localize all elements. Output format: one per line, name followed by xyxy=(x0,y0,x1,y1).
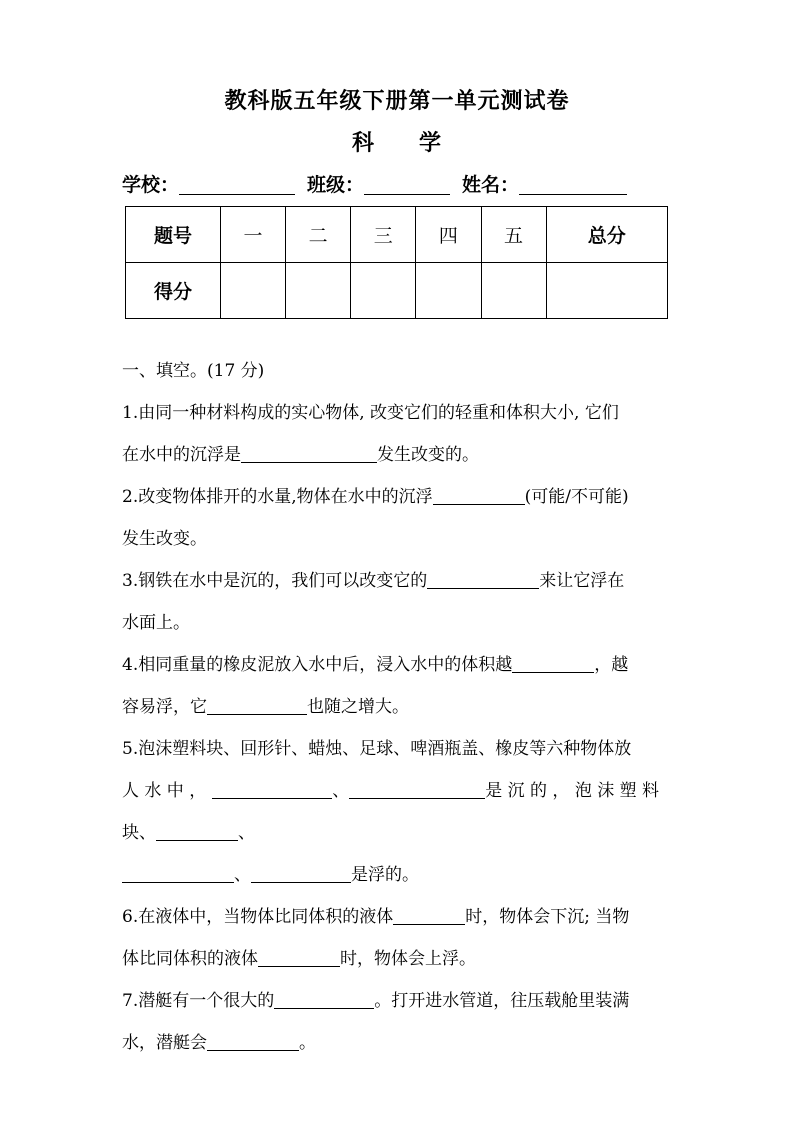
class-blank[interactable] xyxy=(364,174,450,195)
score-cell-3[interactable] xyxy=(351,263,416,319)
q1-line-1: 1.由同一种材料构成的实心物体, 改变它们的轻重和体积大小, 它们 xyxy=(122,403,619,423)
q5-text-d: 块、 xyxy=(122,823,156,843)
q6-line-1 xyxy=(122,902,629,927)
q3-text-a: 3.钢铁在水中是沉的，我们可以改变它的 xyxy=(122,571,428,591)
header-cell-2: 二 xyxy=(286,207,351,263)
q5-text-f: 、 xyxy=(234,865,251,885)
q5-blank-5[interactable] xyxy=(251,864,351,883)
student-info-line xyxy=(122,170,627,197)
school-label: 学校： xyxy=(122,174,180,196)
q7-blank-2[interactable] xyxy=(207,1032,299,1051)
subject-char-1: 科 xyxy=(351,130,375,156)
q5-text-a: 人 水 中 ， xyxy=(122,781,207,801)
q5-text-g: 是浮的。 xyxy=(351,865,419,885)
subject-title xyxy=(0,126,794,157)
q6-blank-1[interactable] xyxy=(393,906,465,925)
header-cell-number: 题号 xyxy=(126,207,221,263)
q5-blank-2[interactable] xyxy=(349,780,485,799)
score-row-label: 得分 xyxy=(126,263,221,319)
q5-line-3 xyxy=(122,818,255,843)
q6-text-d: 时，物体会上浮。 xyxy=(340,949,476,969)
q5-blank-1[interactable] xyxy=(212,780,332,799)
q1-text-b: 发生改变的。 xyxy=(377,445,479,465)
q3-line-2: 水面上。 xyxy=(122,613,190,633)
q7-text-d: 。 xyxy=(299,1033,316,1053)
score-table xyxy=(125,206,668,319)
q6-text-a: 6.在液体中，当物体比同体积的液体 xyxy=(122,907,394,927)
q1-line-2 xyxy=(122,440,479,465)
q6-text-b: 时，物体会下沉; 当物 xyxy=(465,907,630,927)
school-blank[interactable] xyxy=(179,174,295,195)
score-cell-1[interactable] xyxy=(221,263,286,319)
q2-line-2: 发生改变。 xyxy=(122,529,207,549)
q5-blank-3[interactable] xyxy=(156,822,238,841)
q4-text-b: ，越 xyxy=(594,655,629,675)
score-cell-2[interactable] xyxy=(286,263,351,319)
q5-line-1: 5.泡沫塑料块、回形针、蜡烛、足球、啤酒瓶盖、橡皮等六种物体放 xyxy=(122,739,632,759)
q4-blank-2[interactable] xyxy=(207,696,307,715)
q4-text-a: 4.相同重量的橡皮泥放入水中后，浸入水中的体积越 xyxy=(122,655,513,675)
class-label: 班级： xyxy=(307,174,365,196)
q4-line-2 xyxy=(122,692,409,717)
q5-line-4 xyxy=(122,860,419,885)
q5-line-2 xyxy=(122,776,659,801)
q1-blank[interactable] xyxy=(241,444,377,463)
score-table-score-row xyxy=(126,263,668,319)
score-cell-5[interactable] xyxy=(481,263,546,319)
q1-text-a: 在水中的沉浮是 xyxy=(122,445,241,465)
q5-blank-4[interactable] xyxy=(122,864,234,883)
name-label: 姓名： xyxy=(462,174,520,196)
header-cell-5: 五 xyxy=(481,207,546,263)
name-blank[interactable] xyxy=(519,174,627,195)
q3-line-1 xyxy=(122,566,624,591)
header-cell-1: 一 xyxy=(221,207,286,263)
q2-blank[interactable] xyxy=(433,486,525,505)
section-heading: 一、填空。(17 分) xyxy=(122,361,265,381)
score-cell-total[interactable] xyxy=(546,263,667,319)
q7-line-2 xyxy=(122,1028,316,1053)
q5-text-b: 、 xyxy=(332,781,350,801)
q3-blank[interactable] xyxy=(427,570,539,589)
q2-text-a: 2.改变物体排开的水量,物体在水中的沉浮 xyxy=(122,487,433,507)
q2-line-1 xyxy=(122,482,629,507)
header-cell-4: 四 xyxy=(416,207,481,263)
q7-text-b: 。打开进水管道，往压载舱里装满 xyxy=(374,991,630,1011)
header-cell-total: 总分 xyxy=(546,207,667,263)
q6-line-2 xyxy=(122,944,476,969)
document-title: 教科版五年级下册第一单元测试卷 xyxy=(224,88,570,114)
q4-text-c: 容易浮，它 xyxy=(122,697,207,717)
q2-text-b: (可能/不可能) xyxy=(524,487,629,507)
q4-text-d: 也随之增大。 xyxy=(307,697,409,717)
subject-char-2: 学 xyxy=(419,130,443,156)
q5-text-c: 是 沉 的 ， 泡 沫 塑 料 xyxy=(485,781,660,801)
score-cell-4[interactable] xyxy=(416,263,481,319)
q5-text-e: 、 xyxy=(238,823,255,843)
q7-text-c: 水，潜艇会 xyxy=(122,1033,207,1053)
q7-blank-1[interactable] xyxy=(274,990,374,1009)
q4-blank-1[interactable] xyxy=(512,654,594,673)
score-table-header-row xyxy=(126,207,668,263)
q6-blank-2[interactable] xyxy=(258,948,340,967)
q6-text-c: 体比同体积的液体 xyxy=(122,949,258,969)
q3-text-b: 来让它浮在 xyxy=(539,571,625,591)
q7-text-a: 7.潜艇有一个很大的 xyxy=(122,991,275,1011)
q7-line-1 xyxy=(122,986,629,1011)
header-cell-3: 三 xyxy=(351,207,416,263)
q4-line-1 xyxy=(122,650,628,675)
